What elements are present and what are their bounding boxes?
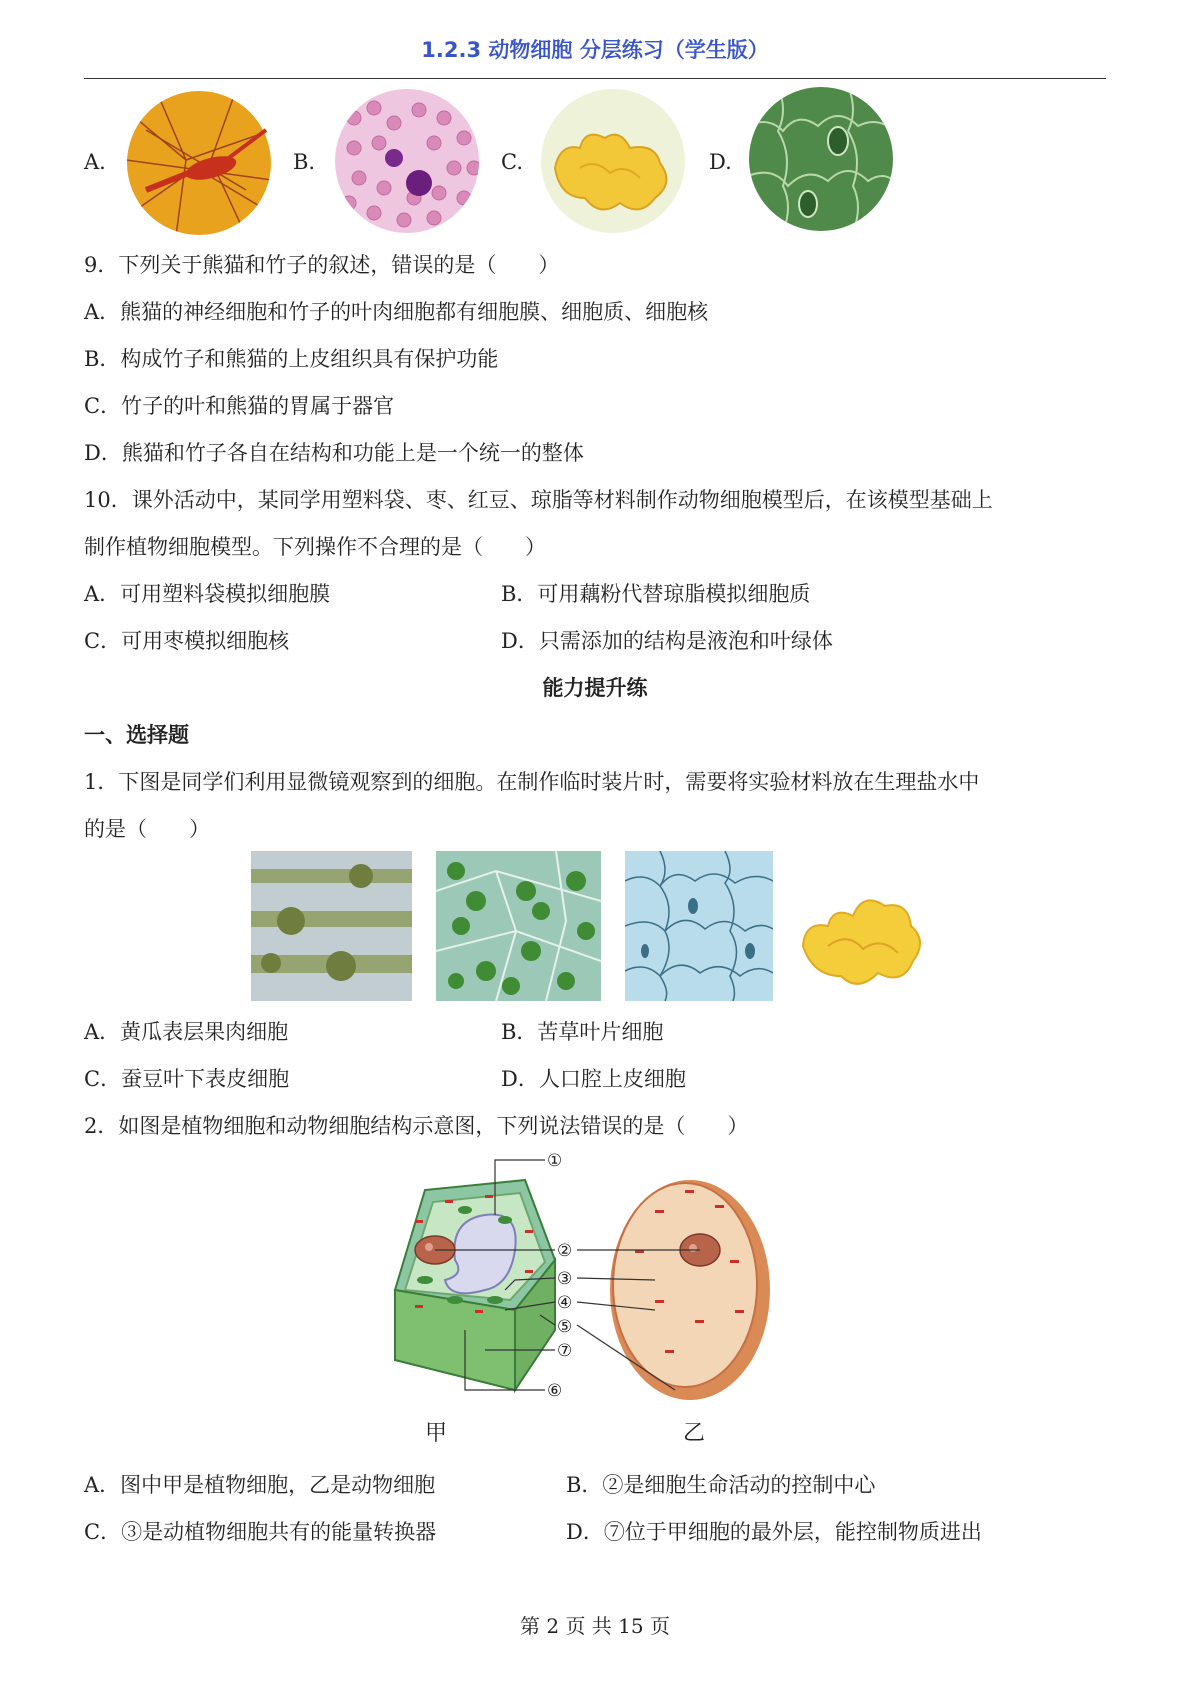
p2-label-5: ⑤: [557, 1317, 573, 1337]
header-rule: [84, 78, 1106, 79]
q10-stem-line2: 制作植物细胞模型。下列操作不合理的是（ ）: [84, 535, 546, 559]
q10-stem-line1: 10．课外活动中，某同学用塑料袋、枣、红豆、琼脂等材料制作动物细胞模型后，在该模型基础上: [84, 488, 993, 512]
p2-option-d: D．⑦位于甲细胞的最外层，能控制物质进出: [566, 1520, 982, 1544]
p2-caption-plant: 甲: [425, 1421, 448, 1446]
p2-caption-animal: 乙: [683, 1421, 706, 1446]
p1-option-a: A．黄瓜表层果肉细胞: [84, 1020, 289, 1044]
p1-stem-line1: 1．下图是同学们利用显微镜观察到的细胞。在制作临时装片时，需要将实验材料放在生理盐水中: [84, 770, 980, 794]
p1-option-c: C．蚕豆叶下表皮细胞: [84, 1067, 290, 1091]
q9-option-d: D．熊猫和竹子各自在结构和功能上是一个统一的整体: [84, 441, 584, 465]
q8-option-a-label: A.: [84, 150, 106, 174]
section-title: 能力提升练: [542, 676, 648, 700]
p2-cell-diagram: [355, 1150, 855, 1450]
q10-option-d: D．只需添加的结构是液泡和叶绿体: [501, 629, 833, 653]
q8-option-b-label: B.: [293, 150, 316, 174]
q9-stem: 9．下列关于熊猫和竹子的叙述，错误的是（ ）: [84, 253, 560, 277]
q8-option-d-label: D.: [709, 150, 732, 174]
p2-option-a: A．图中甲是植物细胞，乙是动物细胞: [84, 1473, 436, 1497]
q8-option-c-label: C.: [501, 150, 523, 174]
q8-option-a-image: [126, 90, 272, 236]
page-footer: 第 2 页 共 15 页: [520, 1614, 670, 1638]
p1-image-bean-epidermis: [625, 851, 773, 1001]
p1-option-b: B．苦草叶片细胞: [501, 1020, 664, 1044]
q9-option-c: C．竹子的叶和熊猫的胃属于器官: [84, 394, 395, 418]
q8-option-c-image: [540, 88, 686, 234]
p2-option-c: C．③是动植物细胞共有的能量转换器: [84, 1520, 437, 1544]
page-header-title: 1.2.3 动物细胞 分层练习（学生版）: [421, 38, 769, 62]
p2-label-2: ②: [557, 1241, 573, 1261]
p2-label-6: ⑥: [547, 1381, 563, 1401]
p1-option-d: D．人口腔上皮细胞: [501, 1067, 686, 1091]
p2-label-7: ⑦: [557, 1341, 573, 1361]
p1-image-cucumber: [251, 851, 412, 1001]
p2-label-1: ①: [547, 1151, 563, 1171]
p2-stem: 2．如图是植物细胞和动物细胞结构示意图，下列说法错误的是（ ）: [84, 1114, 749, 1138]
q10-option-a: A．可用塑料袋模拟细胞膜: [84, 582, 331, 606]
q9-option-a: A．熊猫的神经细胞和竹子的叶肉细胞都有细胞膜、细胞质、细胞核: [84, 300, 709, 324]
section-subtitle: 一、选择题: [84, 723, 189, 747]
p1-image-oral-epithelium: [793, 861, 933, 1001]
p2-option-b: B．②是细胞生命活动的控制中心: [566, 1473, 876, 1497]
q10-option-c: C．可用枣模拟细胞核: [84, 629, 290, 653]
q10-option-b: B．可用藕粉代替琼脂模拟细胞质: [501, 582, 811, 606]
q8-option-d-image: [748, 86, 894, 232]
p2-label-4: ④: [557, 1293, 573, 1313]
q8-option-b-image: [334, 88, 480, 234]
p1-stem-line2: 的是（ ）: [84, 817, 210, 841]
p1-image-eelgrass: [436, 851, 601, 1001]
p2-label-3: ③: [557, 1269, 573, 1289]
animal-cell: [610, 1180, 770, 1400]
plant-cell: [395, 1180, 555, 1390]
q9-option-b: B．构成竹子和熊猫的上皮组织具有保护功能: [84, 347, 499, 371]
